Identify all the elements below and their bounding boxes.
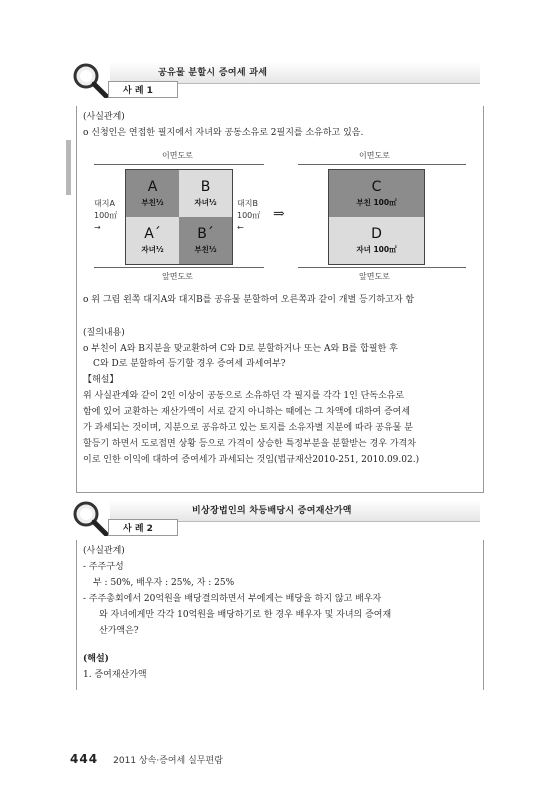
cell-a-prime — [126, 217, 179, 264]
road-front-right: 앞면도로 — [359, 272, 390, 281]
case1-fact-line: o 신청인은 연접한 필지에서 자녀와 공동소유로 2필지를 소유하고 있음. — [83, 128, 364, 138]
road-back-left: 이면도로 — [162, 151, 193, 160]
cell-d-owner: 자녀 100㎡ — [356, 245, 397, 254]
case2-line: - 주주구성 — [83, 562, 124, 572]
road-line — [94, 164, 264, 165]
cell-a-prime-letter: A´ — [144, 226, 161, 242]
cell-a-letter: A — [147, 179, 158, 195]
case1-question-heading: (질의내용) — [83, 328, 125, 338]
lot-a-name: 대지A — [94, 199, 115, 208]
plot-before — [125, 169, 233, 265]
case1-answer-line: 위 사실관계와 같이 2인 이상이 공동으로 소유하던 각 필지를 각각 1인 단독소유로 — [83, 391, 405, 401]
case2-label-box — [108, 519, 178, 536]
page-footer — [70, 748, 223, 767]
road-line — [94, 267, 264, 268]
cell-b-letter: B — [200, 179, 211, 195]
cell-c-letter: C — [371, 179, 382, 195]
cell-d-letter: D — [371, 226, 382, 242]
case2-line: - 주주총회에서 20억원을 배당결의하면서 부에게는 배당을 하지 않고 배우자 — [83, 594, 382, 604]
case2-line: 산가액은? — [99, 626, 139, 636]
case1-answer-line: 함에 있어 교환하는 재산가액이 서로 같지 아니하는 때에는 그 차액에 대하여 증여세 — [83, 407, 411, 417]
cell-b — [179, 170, 232, 217]
cell-a-prime-owner: 자녀½ — [141, 245, 164, 254]
cell-a-owner: 부친½ — [141, 198, 164, 207]
road-line — [298, 267, 466, 268]
case1-label-box — [108, 81, 178, 98]
case2-line: 와 자녀에게만 각각 10억원을 배당하기로 한 경우 배우자 및 자녀의 증여재 — [99, 610, 392, 620]
road-line — [298, 164, 466, 165]
case2-answer-first: 1. 증여재산가액 — [83, 670, 147, 680]
plot-after — [328, 169, 425, 265]
cell-c — [329, 170, 424, 217]
case2-label: 사 례 2 — [123, 524, 153, 534]
lot-b-name: 대지B — [237, 199, 258, 208]
case2-body — [76, 540, 484, 690]
case2-title: 비상장법인의 차등배당시 증여재산가액 — [192, 506, 352, 516]
magnifier-icon — [70, 500, 110, 536]
case1-answer-line: 이로 인한 이익에 대하여 증여세가 과세되는 것임(법규재산2010-251, 2010.09.02.) — [83, 455, 420, 465]
sidebar-tab — [66, 140, 71, 195]
case1-question-line1: o 부친이 A와 B지분을 맞교환하여 C와 D로 분할하거나 또는 A와 B를 합필한 후 — [83, 344, 398, 354]
case1-header — [70, 62, 480, 96]
case1-answer-line: 할등기 하면서 도로접면 상황 등으로 가격이 상승한 특정부분을 분할받는 경우 가격차 — [83, 439, 416, 449]
transform-arrow: ⇒ — [273, 206, 285, 222]
page-number: 444 — [70, 752, 99, 766]
magnifier-icon — [70, 62, 110, 98]
book-title: 2011 상속·증여세 실무편람 — [113, 756, 223, 766]
case2-facts-heading: (사실관계) — [83, 546, 125, 556]
cell-a — [126, 170, 179, 217]
lot-a-label — [94, 198, 117, 234]
lot-b-arrow: ← — [237, 223, 244, 232]
case1-plan-line: o 위 그림 왼쪽 대지A와 대지B를 공유물 분할하여 오른쪽과 같이 개별 등기하고자 함 — [83, 295, 415, 305]
case1-label: 사 례 1 — [123, 86, 153, 96]
lot-division-diagram — [94, 147, 466, 285]
case2-answer-heading: (해설) — [83, 654, 109, 664]
case1-answer-line: 가 과세되는 것이며, 지분으로 공유하고 있는 토지를 소유자별 지분에 따라 공유물 분 — [83, 423, 413, 433]
case1-title: 공유물 분할시 증여세 과세 — [158, 68, 268, 78]
cell-b-owner: 자녀½ — [194, 198, 217, 207]
cell-b-prime-owner: 부친½ — [194, 245, 217, 254]
cell-b-prime-letter: B´ — [197, 226, 214, 242]
case2-line: 부 : 50%, 배우자 : 25%, 자 : 25% — [93, 578, 235, 588]
lot-a-arrow: → — [94, 223, 101, 232]
cell-c-owner: 부친 100㎡ — [356, 198, 397, 207]
case1-question-line2: C와 D로 분할하여 등기할 경우 증여세 과세여부? — [93, 359, 286, 369]
cell-b-prime — [179, 217, 232, 264]
case1-answer-heading: 【해설】 — [83, 375, 119, 385]
lot-a-area: 100㎡ — [94, 211, 118, 220]
lot-b-label — [237, 198, 260, 234]
case2-header — [70, 500, 480, 534]
road-back-right: 이면도로 — [359, 151, 390, 160]
road-front-left: 앞면도로 — [162, 272, 193, 281]
lot-b-area: 100㎡ — [237, 211, 261, 220]
cell-d — [329, 217, 424, 264]
case1-facts-heading: (사실관계) — [83, 112, 125, 122]
